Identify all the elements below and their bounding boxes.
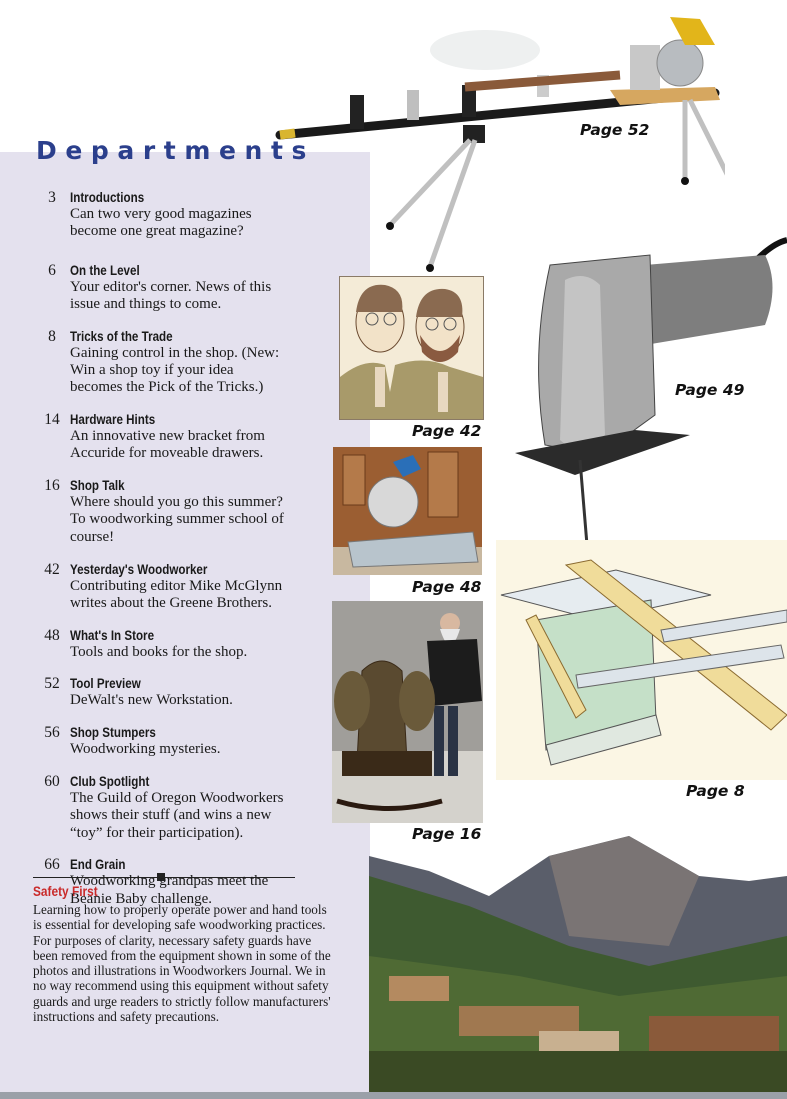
page-number: 48 xyxy=(44,626,60,644)
chair-maker-photo xyxy=(332,601,483,823)
entry-title: What's In Store xyxy=(70,627,155,643)
entry-title: On the Level xyxy=(70,262,140,278)
caption-page-48: Page 48 xyxy=(412,578,482,596)
entry-description: Woodworking grandpas meet the Beanie Baby challenge. xyxy=(70,873,269,907)
toc-entry[interactable] xyxy=(34,724,334,758)
safety-title: Safety First xyxy=(33,884,98,899)
greene-brothers-illustration xyxy=(339,276,484,420)
mountain-town-photo xyxy=(369,836,787,1092)
jigsaw-photo xyxy=(505,225,787,550)
caption-page-52: Page 52 xyxy=(580,121,650,139)
table-saw-illustration xyxy=(496,540,787,780)
entry-description: Woodworking mysteries. xyxy=(70,741,221,758)
entry-description: Your editor's corner. News of this issue and things to come. xyxy=(70,278,272,312)
toc-entry[interactable] xyxy=(34,411,334,463)
entry-description: Gaining control in the shop. (New: Win a shop toy if your idea becomes the Pick of the Tricks.) xyxy=(70,344,280,396)
entry-description: Tools and books for the shop. xyxy=(70,643,248,660)
page-number: 42 xyxy=(44,560,60,578)
entry-description: The Guild of Oregon Woodworkers shows their stuff (and wins a new “toy” for their participation). xyxy=(70,790,284,841)
toc-entry[interactable] xyxy=(34,856,334,908)
caption-page-42: Page 42 xyxy=(412,422,482,440)
toc-entry[interactable] xyxy=(34,262,334,314)
safety-body: Learning how to properly operate power and hand tools is essential for developing safe woodworking practices. For purposes of clarity, necessary safety guards have been removed from the equipment shown in some of the photos and illustrations in Woodworkers Journal. We in no way recommend using this equipment without safety guards and urge readers to strictly follow manufacturers' instructions and safety precautions. xyxy=(33,902,331,1025)
page-number: 14 xyxy=(44,411,60,429)
toc-entry[interactable] xyxy=(34,773,334,842)
page-number: 6 xyxy=(48,261,56,279)
entry-description: Where should you go this summer? To woodworking summer school of course! xyxy=(70,494,284,545)
entry-title: Hardware Hints xyxy=(70,412,156,428)
entry-description: Contributing editor Mike McGlynn writes about the Greene Brothers. xyxy=(70,577,283,611)
page-number: 56 xyxy=(44,724,60,742)
entry-title: Shop Stumpers xyxy=(70,725,156,741)
entry-description: An innovative new bracket from Accuride for moveable drawers. xyxy=(70,428,265,462)
toc-entry[interactable] xyxy=(34,328,334,397)
departments-list xyxy=(34,189,334,923)
entry-title: End Grain xyxy=(70,857,126,873)
entry-description: DeWalt's new Workstation. xyxy=(70,692,233,709)
caption-page-8: Page 8 xyxy=(686,782,745,800)
entry-title: Introductions xyxy=(70,190,145,205)
page-number: 16 xyxy=(44,477,60,495)
page-number: 66 xyxy=(44,856,60,874)
toc-entry[interactable] xyxy=(34,675,334,709)
bottom-rule xyxy=(0,1092,787,1099)
caption-page-49: Page 49 xyxy=(675,381,745,399)
page-number: 3 xyxy=(48,189,56,206)
entry-description: Can two very good magazines become one great magazine? xyxy=(70,206,252,240)
toc-entry[interactable] xyxy=(34,627,334,661)
toc-entry[interactable] xyxy=(34,189,334,241)
page-number: 60 xyxy=(44,773,60,791)
toc-entry[interactable] xyxy=(34,561,334,613)
miter-saw-photo xyxy=(333,447,482,575)
entry-title: Yesterday's Woodworker xyxy=(70,561,208,577)
entry-title: Shop Talk xyxy=(70,478,125,494)
section-heading: Departments xyxy=(36,136,315,165)
caption-page-16: Page 16 xyxy=(412,825,482,843)
toc-entry[interactable] xyxy=(34,477,334,546)
entry-title: Tricks of the Trade xyxy=(70,328,173,344)
page-number: 52 xyxy=(44,675,60,693)
entry-title: Club Spotlight xyxy=(70,774,150,790)
entry-title: Tool Preview xyxy=(70,676,141,692)
page-number: 8 xyxy=(48,327,56,345)
